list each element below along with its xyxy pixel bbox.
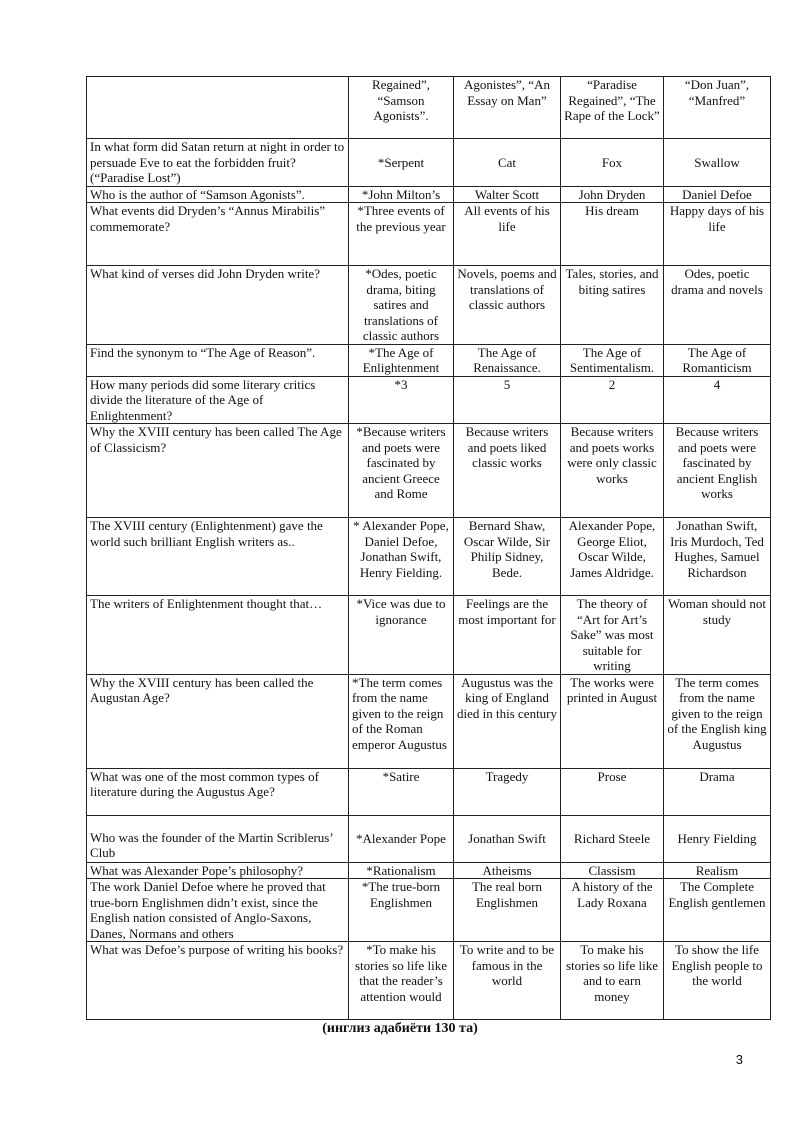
answer-option-cell: The Complete English gentlemen (664, 879, 771, 942)
correct-answer-cell: *3 (349, 376, 454, 424)
answer-option-cell: Fox (561, 139, 664, 187)
page-number: 3 (735, 1052, 743, 1067)
answer-option-cell: Classism (561, 862, 664, 879)
question-cell: Why the XVIII century has been called the Augustan Age? (87, 674, 349, 768)
answer-option-cell: “Paradise Regained”, “The Rape of the Lock” (561, 77, 664, 139)
answer-option-cell: The real born Englishmen (454, 879, 561, 942)
answer-option-cell: Odes, poetic drama and novels (664, 266, 771, 345)
question-cell: How many periods did some literary critics divide the literature of the Age of Enlightenment? (87, 376, 349, 424)
answer-option-cell: Because writers and poets liked classic works (454, 424, 561, 518)
answer-option-cell: Cat (454, 139, 561, 187)
answer-option-cell: Novels, poems and translations of classic authors (454, 266, 561, 345)
question-cell: What kind of verses did John Dryden write? (87, 266, 349, 345)
question-cell (87, 77, 349, 139)
quiz-table (86, 76, 771, 1020)
correct-answer-cell: *To make his stories so life like that the reader’s attention would (349, 942, 454, 1020)
correct-answer-cell: *Serpent (349, 139, 454, 187)
answer-option-cell: To show the life English people to the world (664, 942, 771, 1020)
table-row (87, 518, 771, 596)
question-cell: The XVIII century (Enlightenment) gave the world such brilliant English writers as.. (87, 518, 349, 596)
answer-option-cell: Henry Fielding (664, 815, 771, 862)
answer-option-cell: Jonathan Swift (454, 815, 561, 862)
correct-answer-cell: *Vice was due to ignorance (349, 596, 454, 675)
answer-option-cell: Augustus was the king of England died in this century (454, 674, 561, 768)
correct-answer-cell: *John Milton’s (349, 186, 454, 203)
question-cell: The writers of Enlightenment thought that… (87, 596, 349, 675)
question-cell: Who is the author of “Samson Agonists”. (87, 186, 349, 203)
answer-option-cell: The term comes from the name given to the reign of the English king Augustus (664, 674, 771, 768)
answer-option-cell: Tales, stories, and biting satires (561, 266, 664, 345)
answer-option-cell: All events of his life (454, 203, 561, 266)
correct-answer-cell: *The true-born Englishmen (349, 879, 454, 942)
table-row (87, 186, 771, 203)
answer-option-cell: Feelings are the most important for (454, 596, 561, 675)
question-cell: Who was the founder of the Martin Scriblerus’ Club (87, 815, 349, 862)
question-cell: What was one of the most common types of literature during the Augustus Age? (87, 768, 349, 815)
correct-answer-cell: *Because writers and poets were fascinated by ancient Greece and Rome (349, 424, 454, 518)
answer-option-cell: Bernard Shaw, Oscar Wilde, Sir Philip Sidney, Bede. (454, 518, 561, 596)
table-row (87, 344, 771, 376)
answer-option-cell: Agonistes”, “An Essay on Man” (454, 77, 561, 139)
answer-option-cell: Tragedy (454, 768, 561, 815)
table-row (87, 266, 771, 345)
answer-option-cell: Woman should not study (664, 596, 771, 675)
answer-option-cell: Swallow (664, 139, 771, 187)
answer-option-cell: A history of the Lady Roxana (561, 879, 664, 942)
table-row (87, 879, 771, 942)
answer-option-cell: The Age of Sentimentalism. (561, 344, 664, 376)
question-cell: In what form did Satan return at night in order to persuade Eve to eat the forbidden fruit? (“Paradise Lost”) (87, 139, 349, 187)
correct-answer-cell: *Three events of the previous year (349, 203, 454, 266)
question-cell: The work Daniel Defoe where he proved that true-born Englishmen didn’t exist, since the English nation consisted of Anglo-Saxons, Danes, Normans and others (87, 879, 349, 942)
table-row (87, 77, 771, 139)
answer-option-cell: 2 (561, 376, 664, 424)
answer-option-cell: The theory of “Art for Art’s Sake” was most suitable for writing (561, 596, 664, 675)
correct-answer-cell: *The Age of Enlightenment (349, 344, 454, 376)
table-row (87, 139, 771, 187)
answer-option-cell: The works were printed in August (561, 674, 664, 768)
table-row (87, 203, 771, 266)
correct-answer-cell: *Odes, poetic drama, biting satires and translations of classic authors (349, 266, 454, 345)
answer-option-cell: Prose (561, 768, 664, 815)
answer-option-cell: To write and to be famous in the world (454, 942, 561, 1020)
answer-option-cell: Realism (664, 862, 771, 879)
answer-option-cell: 4 (664, 376, 771, 424)
table-row (87, 424, 771, 518)
correct-answer-cell: Regained”, “Samson Agonists”. (349, 77, 454, 139)
answer-option-cell: To make his stories so life like and to earn money (561, 942, 664, 1020)
answer-option-cell: Richard Steele (561, 815, 664, 862)
table-row (87, 768, 771, 815)
correct-answer-cell: *Satire (349, 768, 454, 815)
answer-option-cell: “Don Juan”, “Manfred” (664, 77, 771, 139)
table-row (87, 942, 771, 1020)
question-cell: What was Defoe’s purpose of writing his books? (87, 942, 349, 1020)
answer-option-cell: Drama (664, 768, 771, 815)
answer-option-cell: 5 (454, 376, 561, 424)
answer-option-cell: Because writers and poets were fascinated by ancient English works (664, 424, 771, 518)
correct-answer-cell: *Alexander Pope (349, 815, 454, 862)
table-row (87, 674, 771, 768)
answer-option-cell: His dream (561, 203, 664, 266)
table-row (87, 862, 771, 879)
answer-option-cell: Walter Scott (454, 186, 561, 203)
question-cell: Find the synonym to “The Age of Reason”. (87, 344, 349, 376)
answer-option-cell: Daniel Defoe (664, 186, 771, 203)
answer-option-cell: Happy days of his life (664, 203, 771, 266)
question-cell: What events did Dryden’s “Annus Mirabilis” commemorate? (87, 203, 349, 266)
footer-note: (инглиз адабиёти 130 та) (322, 1021, 478, 1036)
answer-option-cell: Jonathan Swift, Iris Murdoch, Ted Hughes, Samuel Richardson (664, 518, 771, 596)
answer-option-cell: Atheisms (454, 862, 561, 879)
answer-option-cell: Because writers and poets works were only classic works (561, 424, 664, 518)
question-cell: What was Alexander Pope’s philosophy? (87, 862, 349, 879)
answer-option-cell: Alexander Pope, George Eliot, Oscar Wilde, James Aldridge. (561, 518, 664, 596)
table-row (87, 376, 771, 424)
correct-answer-cell: *Rationalism (349, 862, 454, 879)
table-row (87, 596, 771, 675)
question-cell: Why the XVIII century has been called The Age of Classicism? (87, 424, 349, 518)
answer-option-cell: The Age of Renaissance. (454, 344, 561, 376)
correct-answer-cell: *The term comes from the name given to the reign of the Roman emperor Augustus (349, 674, 454, 768)
answer-option-cell: John Dryden (561, 186, 664, 203)
table-row (87, 815, 771, 862)
answer-option-cell: The Age of Romanticism (664, 344, 771, 376)
correct-answer-cell: * Alexander Pope, Daniel Defoe, Jonathan Swift, Henry Fielding. (349, 518, 454, 596)
